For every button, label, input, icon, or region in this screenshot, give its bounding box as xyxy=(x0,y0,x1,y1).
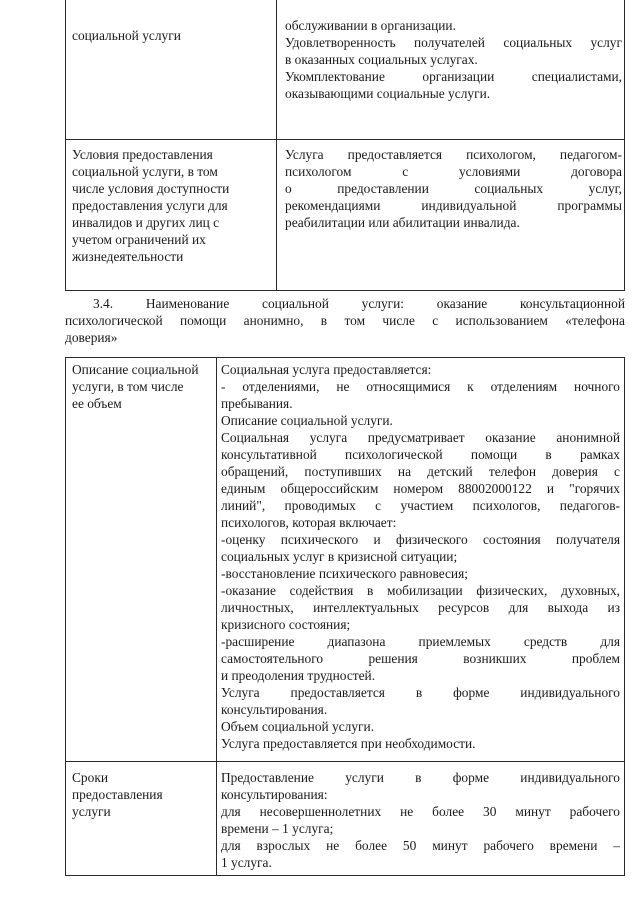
heading-line: доверия» xyxy=(65,330,118,345)
row-label: социальной услуги xyxy=(72,28,181,43)
row-label-line: социальной услуги, в том xyxy=(72,164,218,179)
content-line: реабилитации или абилитации инвалида. xyxy=(285,215,520,230)
content-line: 1 услуга. xyxy=(221,855,272,870)
services-table-bottom xyxy=(65,357,625,876)
content-line: Услуга предоставляется в форме индивидуального xyxy=(221,685,620,700)
content-line: консультирования. xyxy=(221,702,328,717)
content-line: линий", проводимых с участием психологов, педагогов- xyxy=(221,498,620,513)
content-line: и преодоления трудностей. xyxy=(221,668,376,683)
content-line: -расширение диапазона приемлемых средств для xyxy=(221,634,620,649)
row-label-line: числе условия доступности xyxy=(72,181,230,196)
row-label-line: предоставления услуги для xyxy=(72,198,228,213)
content-line: Описание социальной услуги. xyxy=(221,413,393,428)
content-line: обслуживании в организации. xyxy=(285,18,456,33)
section-heading xyxy=(65,295,625,346)
content-line: консультирования: xyxy=(221,787,328,802)
content-line: психологом с условиями договора xyxy=(285,164,622,179)
content-line: -оценку психического и физического состояния получателя xyxy=(221,532,620,547)
content-line: Объем социальной услуги. xyxy=(221,719,375,734)
content-line: времени – 1 услуга; xyxy=(221,821,334,836)
content-line: - отделениями, не относящимися к отделениям ночного xyxy=(221,379,620,394)
content-line: для несовершеннолетних не более 30 минут рабочего xyxy=(221,804,620,819)
row-label-cell xyxy=(66,762,217,876)
row-content-cell xyxy=(277,140,625,291)
content-line: личностных, интеллектуальных ресурсов для выхода из xyxy=(221,600,620,615)
row-label-line: услуги xyxy=(72,804,111,819)
heading-line: психологической помощи анонимно, в том числе с использованием «телефона xyxy=(65,313,625,328)
content-line: обращений, поступивших на детский телефон доверия с xyxy=(221,464,620,479)
content-line: оказывающими социальные услуги. xyxy=(285,86,491,101)
row-label-line: услуги, в том числе xyxy=(72,379,184,394)
row-label-cell xyxy=(66,0,277,140)
content-line: рекомендациями индивидуальной программы xyxy=(285,198,622,213)
row-content-cell xyxy=(217,358,625,762)
content-line: самостоятельного решения возникших проблем xyxy=(221,651,620,666)
content-line: Услуга предоставляется психологом, педагогом- xyxy=(285,147,622,162)
content-line: единым общероссийским номером 88002000122 и "горячих xyxy=(221,481,620,496)
content-line: Социальная услуга предоставляется: xyxy=(221,362,432,377)
heading-line: 3.4. Наименование социальной услуги: оказание консультационной xyxy=(93,296,625,311)
content-line: Удовлетворенность получателей социальных услуг xyxy=(285,35,622,50)
row-label-line: Сроки xyxy=(72,770,108,785)
content-line: пребывания. xyxy=(221,396,293,411)
row-label-line: инвалидов и других лиц с xyxy=(72,215,220,230)
content-line: в оказанных социальных услугах. xyxy=(285,52,478,67)
row-content-cell xyxy=(217,762,625,876)
table-row xyxy=(66,762,625,876)
content-line: кризисного состояния; xyxy=(221,617,351,632)
content-line: консультативной психологической помощи в рамках xyxy=(221,447,620,462)
table-row xyxy=(66,358,625,762)
row-label-line: жизнедеятельности xyxy=(72,249,184,264)
services-table-top xyxy=(65,0,625,291)
row-label-line: Условия предоставления xyxy=(72,147,213,162)
content-line: психологов, которая включает: xyxy=(221,515,397,530)
row-label-line: Описание социальной xyxy=(72,362,199,377)
content-line: Социальная услуга предусматривает оказание анонимной xyxy=(221,430,620,445)
content-line: социальных услуг в кризисной ситуации; xyxy=(221,549,458,564)
table-row xyxy=(66,140,625,291)
row-label-line: ее объем xyxy=(72,396,122,411)
content-line: Предоставление услуги в форме индивидуального xyxy=(221,770,620,785)
row-label-line: предоставления xyxy=(72,787,163,802)
content-line: Услуга предоставляется при необходимости. xyxy=(221,736,476,751)
table-row xyxy=(66,0,625,140)
row-content-cell xyxy=(277,0,625,140)
content-line: для взрослых не более 50 минут рабочего времени – xyxy=(221,838,620,853)
row-label-cell xyxy=(66,358,217,762)
row-label-cell xyxy=(66,140,277,291)
content-line: о предоставлении социальных услуг, xyxy=(285,181,622,196)
content-line: -восстановление психического равновесия; xyxy=(221,566,468,581)
content-line: -оказание содействия в мобилизации физических, духовных, xyxy=(221,583,620,598)
row-label-line: учетом ограничений их xyxy=(72,232,206,247)
content-line: Укомплектование организации специалистами, xyxy=(285,69,622,84)
